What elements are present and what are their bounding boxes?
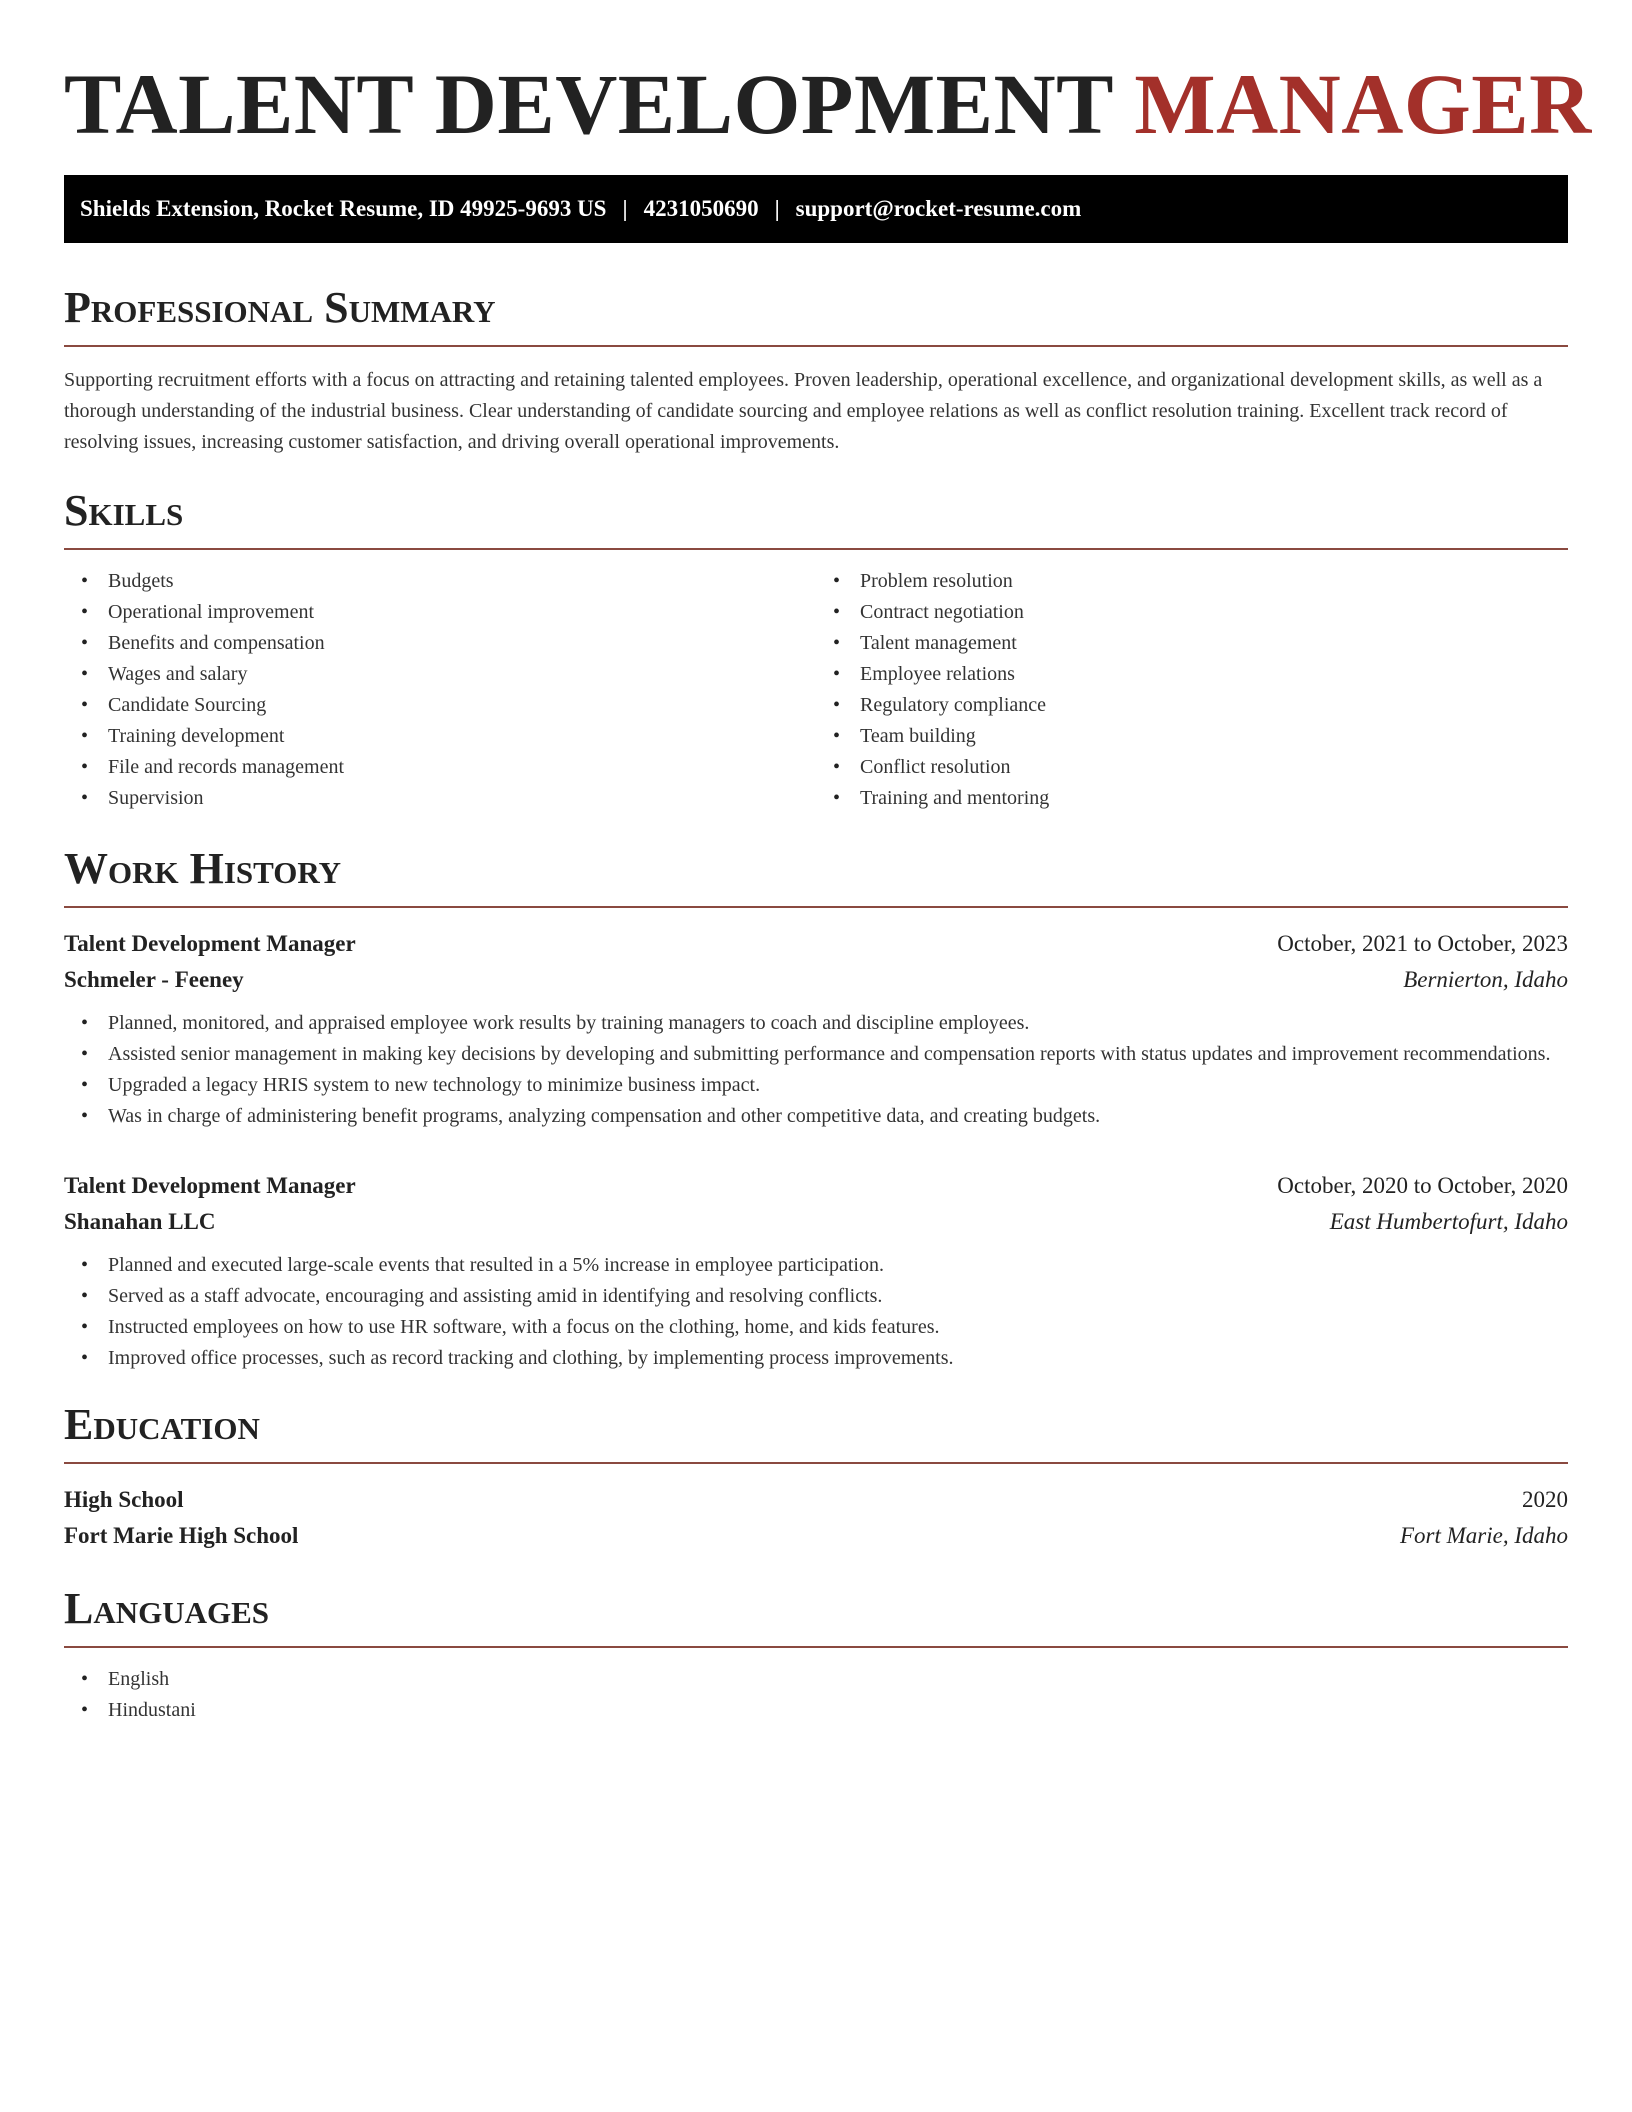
job-title: Talent Development Manager xyxy=(64,931,356,956)
work-history-section xyxy=(64,844,1568,1374)
job-title: Talent Development Manager xyxy=(64,1173,356,1198)
contact-bar xyxy=(64,175,1568,243)
skill-item: • Benefits and compensation xyxy=(64,628,816,659)
education-entry xyxy=(64,1482,1568,1554)
skills-section xyxy=(64,486,1568,814)
skills-column-left xyxy=(64,566,816,814)
job-bullet: • Was in charge of administering benefit programs, analyzing compensation and other competitive data, and creating budgets. xyxy=(64,1101,1568,1132)
skill-item: • Conflict resolution xyxy=(816,752,1568,783)
education-section xyxy=(64,1400,1568,1554)
skills-heading: Skills xyxy=(64,486,1568,550)
education-heading: Education xyxy=(64,1400,1568,1464)
skill-item: • Problem resolution xyxy=(816,566,1568,597)
summary-heading: Professional Summary xyxy=(64,283,1568,347)
summary-text: Supporting recruitment efforts with a focus on attracting and retaining talented employees. Proven leadership, operational excellence, and organizational development skills, as well as a thorough understanding of the industrial business. Clear understanding of candidate sourcing and employee relations as well as conflict resolution training. Excellent track record of resolving issues, increasing customer satisfaction, and driving overall operational improvements. xyxy=(64,369,1543,453)
contact-phone: 4231050690 xyxy=(643,196,759,221)
skill-item: • Wages and salary xyxy=(64,659,816,690)
job-company: Shanahan LLC xyxy=(64,1209,216,1234)
education-location: Fort Marie, Idaho xyxy=(1399,1523,1568,1548)
education-degree: High School xyxy=(64,1487,184,1512)
job-bullet: • Planned, monitored, and appraised employee work results by training managers to coach and discipline employees. xyxy=(64,1008,1568,1039)
skill-item: • Budgets xyxy=(64,566,816,597)
education-school: Fort Marie High School xyxy=(64,1523,299,1548)
job-bullet: • Upgraded a legacy HRIS system to new technology to minimize business impact. xyxy=(64,1070,1568,1101)
job-company: Schmeler - Feeney xyxy=(64,967,244,992)
contact-separator: | xyxy=(774,196,780,221)
skill-item: • File and records management xyxy=(64,752,816,783)
contact-address: Shields Extension, Rocket Resume, ID 49925-9693 US xyxy=(80,196,607,221)
skill-item: • Operational improvement xyxy=(64,597,816,628)
education-year: 2020 xyxy=(1522,1487,1568,1512)
skill-item: • Regulatory compliance xyxy=(816,690,1568,721)
skills-column-right xyxy=(816,566,1568,814)
job-entry xyxy=(64,1168,1568,1374)
summary-section xyxy=(64,283,1568,458)
skill-item: • Team building xyxy=(816,721,1568,752)
contact-email: support@rocket-resume.com xyxy=(795,196,1082,221)
job-bullet: • Planned and executed large-scale events that resulted in a 5% increase in employee participation. xyxy=(64,1250,1568,1281)
skills-grid xyxy=(64,566,1568,814)
job-bullet: • Served as a staff advocate, encouraging and assisting amid in identifying and resolving conflicts. xyxy=(64,1281,1568,1312)
title-accent: MANAGER xyxy=(1134,56,1592,152)
language-item: • English xyxy=(64,1664,1568,1695)
skill-item: • Employee relations xyxy=(816,659,1568,690)
skill-item: • Training and mentoring xyxy=(816,783,1568,814)
skill-item: • Contract negotiation xyxy=(816,597,1568,628)
job-bullet: • Improved office processes, such as record tracking and clothing, by implementing process improvements. xyxy=(64,1343,1568,1374)
skill-item: • Talent management xyxy=(816,628,1568,659)
skill-item: • Supervision xyxy=(64,783,816,814)
languages-section xyxy=(64,1584,1568,1726)
job-entry xyxy=(64,926,1568,1132)
job-bullet: • Assisted senior management in making key decisions by developing and submitting performance and compensation reports with status updates and improvement recommendations. xyxy=(64,1039,1568,1070)
language-item: • Hindustani xyxy=(64,1695,1568,1726)
title-main: TALENT DEVELOPMENT xyxy=(64,56,1113,152)
job-dates: October, 2020 to October, 2020 xyxy=(1277,1173,1568,1198)
contact-separator: | xyxy=(622,196,628,221)
skill-item: • Candidate Sourcing xyxy=(64,690,816,721)
job-dates: October, 2021 to October, 2023 xyxy=(1277,931,1568,956)
work-history-heading: Work History xyxy=(64,844,1568,908)
languages-heading: Languages xyxy=(64,1584,1568,1648)
job-bullet: • Instructed employees on how to use HR software, with a focus on the clothing, home, and kids features. xyxy=(64,1312,1568,1343)
skill-item: • Training development xyxy=(64,721,816,752)
job-location: Bernierton, Idaho xyxy=(1403,967,1568,992)
job-location: East Humbertofurt, Idaho xyxy=(1329,1209,1568,1234)
resume-title xyxy=(64,0,1592,152)
